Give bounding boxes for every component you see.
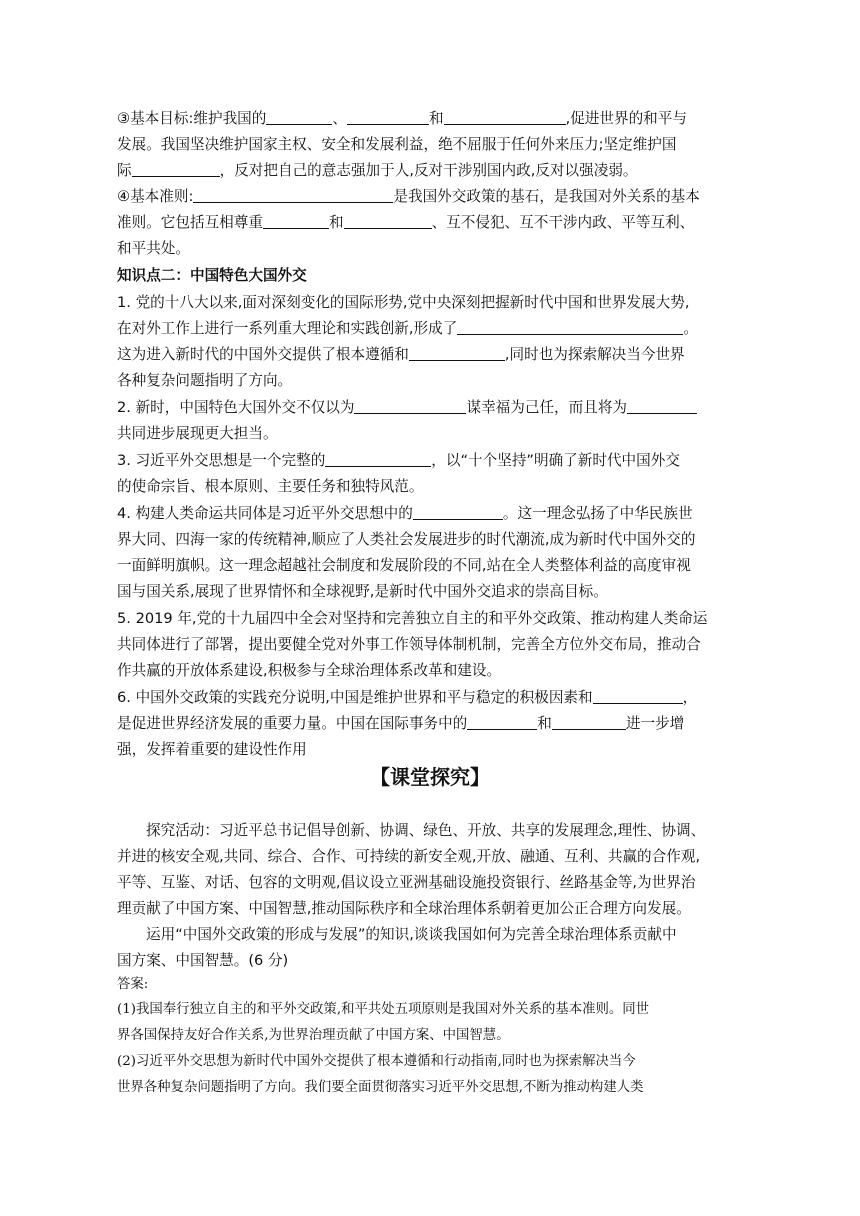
goal-line-2: [117, 132, 737, 158]
item6-line-1: [117, 685, 737, 711]
fill-blank: [325, 451, 431, 467]
item6-line-2: [117, 711, 737, 737]
item5-line-3: [117, 658, 737, 684]
text: 是我国外交政策的基石，是我国对外关系的基本: [393, 188, 700, 205]
text: 在对外工作上进行一系列重大理论和实践创新,形成了: [117, 320, 458, 337]
fill-blank: [552, 714, 626, 730]
principle-line-2: [117, 210, 737, 236]
text: 一面鲜明旗帜。这一理念超越社会制度和发展阶段的不同,站在全人类整体利益的高度审视: [117, 557, 691, 574]
answer-line-1: (1)我国奉行独立自主的和平外交政策,和平共处五项原则是我国对外关系的基本准则。同世: [117, 1002, 650, 1017]
item1-line-2: [117, 316, 737, 342]
fill-blank: [593, 688, 683, 704]
text: 国与国关系,展现了世界情怀和全球视野,是新时代中国外交追求的崇高目标。: [117, 583, 608, 600]
fill-blank: [467, 714, 537, 730]
classroom-inquiry-title: 【课堂探究】: [370, 765, 490, 789]
text: 际: [117, 162, 132, 179]
item5-line-1: [117, 606, 737, 632]
goal-line-1: [117, 106, 737, 132]
fill-blank: [413, 504, 503, 520]
question-line-1: [117, 922, 737, 948]
fill-blank: [132, 161, 220, 177]
fill-blank: [627, 398, 697, 414]
activity-line-1: [117, 818, 737, 844]
goal-line-3: [117, 158, 737, 184]
item4-line-3: [117, 553, 737, 579]
text: 界大同、四海一家的传统精神,顺应了人类社会发展进步的时代潮流,成为新时代中国外交的: [117, 531, 696, 548]
activity-line-3: 平等、互鉴、对话、包容的文明观,倡议设立亚洲基础设施投资银行、丝路基金等,为世界治: [117, 874, 696, 891]
text: 强，发挥着重要的建设性作用: [117, 741, 307, 758]
item1-line-1: [117, 290, 737, 316]
text: 和: [328, 214, 344, 231]
item6-line-3: [117, 737, 737, 763]
text: 发展。我国坚决维护国家主权、安全和发展利益，绝不屈服于任何外来压力;坚定维护国: [117, 136, 677, 153]
text: 。这一理念弘扬了中华民族世: [502, 505, 693, 522]
text: 准则。它包括互相尊重: [117, 214, 263, 231]
answer-label: 答案:: [117, 977, 149, 992]
text: 5. 2019 年,党的十九届四中全会对坚持和完善独立自主的和平外交政策、推动构建人类命运: [117, 610, 708, 627]
item4-line-4: [117, 579, 737, 605]
activity-line-4: 理贡献了中国方案、中国智慧,推动国际秩序和全球治理体系朝着更加公正合理方向发展。: [117, 900, 691, 917]
text: 作共赢的开放体系建设,积极参与全球治理体系改革和建设。: [117, 662, 502, 679]
fill-blank: [457, 319, 683, 335]
fill-blank: [344, 213, 432, 229]
text: 谋幸福为己任，而且将为: [466, 399, 628, 416]
text: 2. 新时，中国特色大国外交不仅以为: [117, 399, 355, 416]
text: 6. 中国外交政策的实践充分说明,中国是维护世界和平与稳定的积极因素和: [117, 689, 593, 706]
item1-line-3: [117, 342, 737, 368]
item3-line-1: [117, 448, 737, 474]
item2-line-1: [117, 395, 737, 421]
fill-blank: [263, 213, 329, 229]
text: 探究活动：习近平总书记倡导创新、协调、绿色、开放、共享的发展理念,理性、协调、: [146, 822, 706, 839]
item2-line-2: [117, 421, 737, 447]
text: 运用“中国外交政策的形成与发展”的知识,谈谈我国如何为完善全球治理体系贡献中: [146, 926, 677, 943]
text: 共同体进行了部署，提出要健全党对外事工作领导体制机制，完善全方位外交布局，推动合: [117, 636, 701, 653]
item4-line-1: [117, 501, 737, 527]
text: 共同进步展现更大担当。: [117, 425, 278, 442]
text: 和: [428, 110, 444, 127]
text: ④基本准则:: [117, 188, 194, 205]
question-line-2: 国方案、中国智慧。(6 分): [117, 952, 289, 969]
answer-line-3: (2)习近平外交思想为新时代中国外交提供了根本遵循和行动指南,同时也为探索解决当今: [117, 1054, 636, 1069]
text: 1. 党的十八大以来,面对深刻变化的国际形势,党中央深刻把握新时代中国和世界发展大势,: [117, 294, 690, 311]
item4-line-2: [117, 527, 737, 553]
fill-blank: [444, 109, 566, 125]
text: 各种复杂问题指明了方向。: [117, 372, 293, 389]
fill-blank: [193, 187, 393, 203]
text: 、互不侵犯、互不干涉内政、平等互利、: [431, 214, 695, 231]
text: 3. 习近平外交思想是一个完整的: [117, 452, 326, 469]
text: ，反对把自己的意志强加于人,反对干涉别国内政,反对以强凌弱。: [219, 162, 638, 179]
text: 和: [537, 715, 552, 732]
text: 是促进世界经济发展的重要力量。中国在国际事务中的: [117, 715, 468, 732]
text: 、: [332, 110, 347, 127]
text: 这为进入新时代的中国外交提供了根本遵循和: [117, 346, 409, 363]
activity-line-2: 并进的核安全观,共同、综合、合作、可持续的新安全观,开放、融通、互利、共赢的合作观,: [117, 848, 701, 865]
fill-blank: [354, 398, 466, 414]
fill-blank: [347, 109, 429, 125]
knowledge-point-heading: 知识点二：中国特色大国外交: [117, 267, 307, 284]
text: 。: [683, 320, 698, 337]
fill-blank: [266, 109, 332, 125]
text: ,同时也为探索解决当今世界: [504, 346, 685, 363]
principle-line-1: [117, 184, 737, 210]
answer-line-2: 界各国保持友好合作关系,为世界治理贡献了中国方案、中国智慧。: [117, 1028, 510, 1043]
fill-blank: [409, 345, 505, 361]
text: 进一步增: [625, 715, 685, 732]
item3-line-2: [117, 474, 737, 500]
answer-line-4: 世界各种复杂问题指明了方向。我们要全面贯彻落实习近平外交思想,不断为推动构建人类: [117, 1080, 644, 1095]
principle-line-3: [117, 236, 737, 262]
text: 4. 构建人类命运共同体是习近平外交思想中的: [117, 505, 413, 522]
text: ③基本目标:维护我国的: [117, 110, 267, 127]
item1-line-4: [117, 368, 737, 394]
text: 和平共处。: [117, 240, 190, 257]
text: ,促进世界的和平与: [565, 110, 687, 127]
text: ，: [682, 689, 698, 706]
text: ，以“十个坚持”明确了新时代中国外交: [431, 452, 680, 469]
item5-line-2: [117, 632, 737, 658]
text: 的使命宗旨、根本原则、主要任务和独特风范。: [117, 478, 424, 495]
